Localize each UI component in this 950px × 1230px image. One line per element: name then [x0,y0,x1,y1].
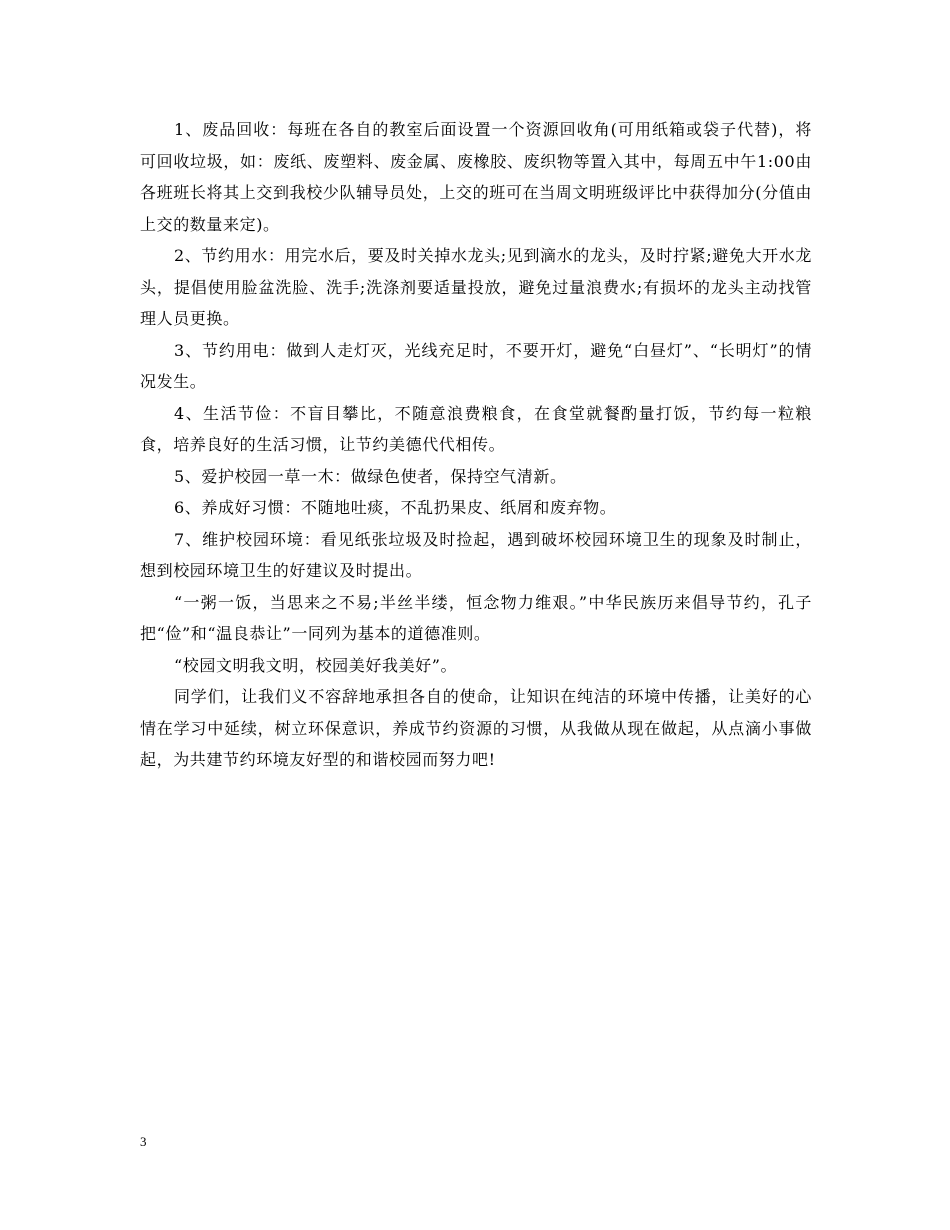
paragraph-closing-appeal: 同学们，让我们义不容辞地承担各自的使命，让知识在纯洁的环境中传播，让美好的心情在学习中延续，树立环保意识，养成节约资源的习惯，从我做从现在做起，从点滴小事做起，为共建节约环境友好型的和谐校园而努力吧! [140,687,812,769]
paragraph-good-habits: 6、养成好习惯：不随地吐痰，不乱扔果皮、纸屑和废弃物。 [174,498,617,517]
paragraph-quote-frugality: “一粥一饭，当思来之不易;半丝半缕，恒念物力维艰。”中华民族历来倡导节约，孔子把“俭”和“温良恭让”一同列为基本的道德准则。 [140,592,812,643]
page-number: 3 [140,1134,147,1149]
paragraph-frugal-living: 4、生活节俭：不盲目攀比，不随意浪费粮食，在食堂就餐酌量打饭，节约每一粒粮食，培养良好的生活习惯，让节约美德代代相传。 [140,403,812,454]
paragraph-slogan: “校园文明我文明，校园美好我美好”。 [174,655,458,675]
paragraph-save-electricity: 3、节约用电：做到人走灯灭，光线充足时，不要开灯，避免“白昼灯”、“长明灯”的情况发生。 [140,340,812,391]
paragraph-save-water: 2、节约用水：用完水后，要及时关掉水龙头;见到滴水的龙头，及时拧紧;避免大开水龙头，提倡使用脸盆洗脸、洗手;洗涤剂要适量投放，避免过量浪费水;有损坏的龙头主动找管理人员更换。 [140,246,812,328]
paragraph-campus-environment: 7、维护校园环境：看见纸张垃圾及时捡起，遇到破坏校园环境卫生的现象及时制止，想到校园环境卫生的好建议及时提出。 [140,529,812,580]
paragraph-protect-plants: 5、爱护校园一草一木：做绿色使者，保持空气清新。 [174,466,567,486]
paragraph-waste-recycling: 1、废品回收：每班在各自的教室后面设置一个资源回收角(可用纸箱或袋子代替)，将可回收垃圾，如：废纸、废塑料、废金属、废橡胶、废织物等置入其中，每周五中午1:00由各班班长将其上交到我校少队辅导员处，上交的班可在当周文明班级评比中获得加分(分值由上交的数量来定)。 [140,120,812,234]
document-body [140,114,812,776]
